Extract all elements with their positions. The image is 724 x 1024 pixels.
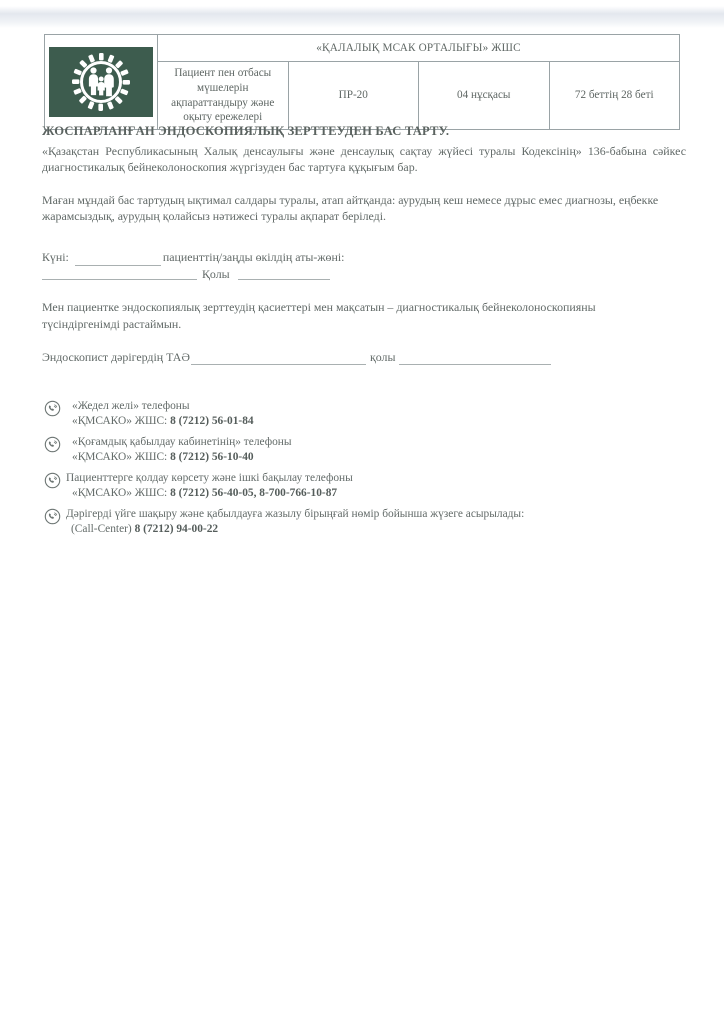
contact-number: 8 (7212) 56-40-05, 8-700-766-10-87 — [170, 487, 338, 500]
logo-svg — [49, 47, 153, 117]
organization-logo-icon — [49, 47, 153, 117]
logo-cell — [45, 35, 158, 130]
document-header-table — [44, 34, 680, 130]
contact-item — [44, 435, 684, 465]
doctor-signature-input-line[interactable] — [399, 352, 551, 365]
doctor-name-label: Эндоскопист дәрігердің ТАӘ — [42, 350, 190, 364]
contact-line-2 — [66, 450, 684, 465]
document-code-cell: ПР-20 — [288, 62, 419, 130]
contact-line-1: Дәрігерді үйге шақыру және қабылдауға жазылу бірыңғай нөмір бойынша жүзеге асырылады: — [66, 507, 525, 520]
contact-item — [44, 399, 684, 429]
contact-prefix: «ҚМСАКО» ЖШС: — [72, 487, 171, 500]
signature-label: Қолы — [202, 266, 230, 281]
contact-line-1: «Жедел желі» телефоны — [72, 400, 190, 412]
doctor-signature-label: қолы — [369, 350, 396, 364]
contact-line-1: «Қоғамдық қабылдау кабинетінің» телефоны — [72, 435, 292, 448]
contact-item — [44, 507, 684, 537]
contact-number: 8 (7212) 56-10-40 — [170, 451, 254, 464]
document-version-cell: 04 нұсқасы — [419, 62, 550, 130]
contact-prefix: «ҚМСАКО» ЖШС: — [72, 415, 171, 428]
paragraph-refusal-right: «Қазақстан Республикасының Халық денсаулығы және денсаулық сақтау жүйесі туралы Кодексінің» 136-бабына сәйкес диагностикалық бейнеколоноскопия жүргізуден бас тартуға құқығым бар. — [42, 144, 686, 175]
contact-line-2 — [66, 486, 684, 501]
paragraph-doctor-confirmation: Мен пациентке эндоскопиялық зерттеудің қасиеттері мен мақсатын – диагностикалық бейнеколоноскопияны түсіндіргенімді растаймын. — [42, 300, 596, 331]
patient-signature-block — [42, 249, 686, 284]
phone-icon — [44, 436, 61, 453]
paragraph-consequences: Маған мұндай бас тартудың ықтимал салдары туралы, атап айтқанда: аурудың кеш немесе дұрыс емес диагнозы, еңбекке жарамсыздық, аурудың қолайсыз нәтижесі туралы ақпарат беріледі. — [42, 193, 659, 224]
date-and-name-row — [42, 249, 686, 266]
patient-signature-input-line[interactable] — [238, 279, 330, 280]
page-title: ЖОСПАРЛАНҒАН ЭНДОСКОПИЯЛЫҚ ЗЕРТТЕУДЕН БАС ТАРТУ. — [42, 124, 450, 138]
date-input-line[interactable] — [75, 253, 161, 266]
signature-row — [42, 266, 686, 284]
page-number-cell: 72 беттің 28 беті — [549, 62, 680, 130]
rules-title-cell: Пациент пен отбасы мүшелерін ақпараттандыру және оқыту ережелері — [158, 62, 289, 130]
contact-line-2 — [66, 414, 684, 429]
contact-prefix: (Call-Center) — [71, 522, 135, 535]
contact-item — [44, 471, 684, 501]
contact-line-1: Пациенттерге қолдау көрсету және ішкі бақылау телефоны — [66, 471, 353, 484]
patient-name-label: пациенттің/заңды өкілдің аты-жөні: — [162, 250, 345, 264]
organization-name: «ҚАЛАЛЫҚ МСАК ОРТАЛЫҒЫ» ЖШС — [158, 35, 680, 62]
contacts-list — [44, 399, 684, 543]
contact-line-2 — [66, 522, 684, 537]
phone-icon — [44, 508, 61, 525]
contact-number: 8 (7212) 56-01-84 — [170, 415, 254, 428]
phone-icon — [44, 400, 61, 417]
doctor-signature-row — [42, 350, 686, 365]
phone-icon — [44, 472, 61, 489]
contact-prefix: «ҚМСАКО» ЖШС: — [72, 451, 171, 464]
date-label: Күні: — [42, 250, 69, 264]
doctor-name-input-line[interactable] — [191, 352, 366, 365]
patient-name-input-line[interactable] — [42, 279, 197, 280]
contact-number: 8 (7212) 94-00-22 — [134, 522, 219, 535]
